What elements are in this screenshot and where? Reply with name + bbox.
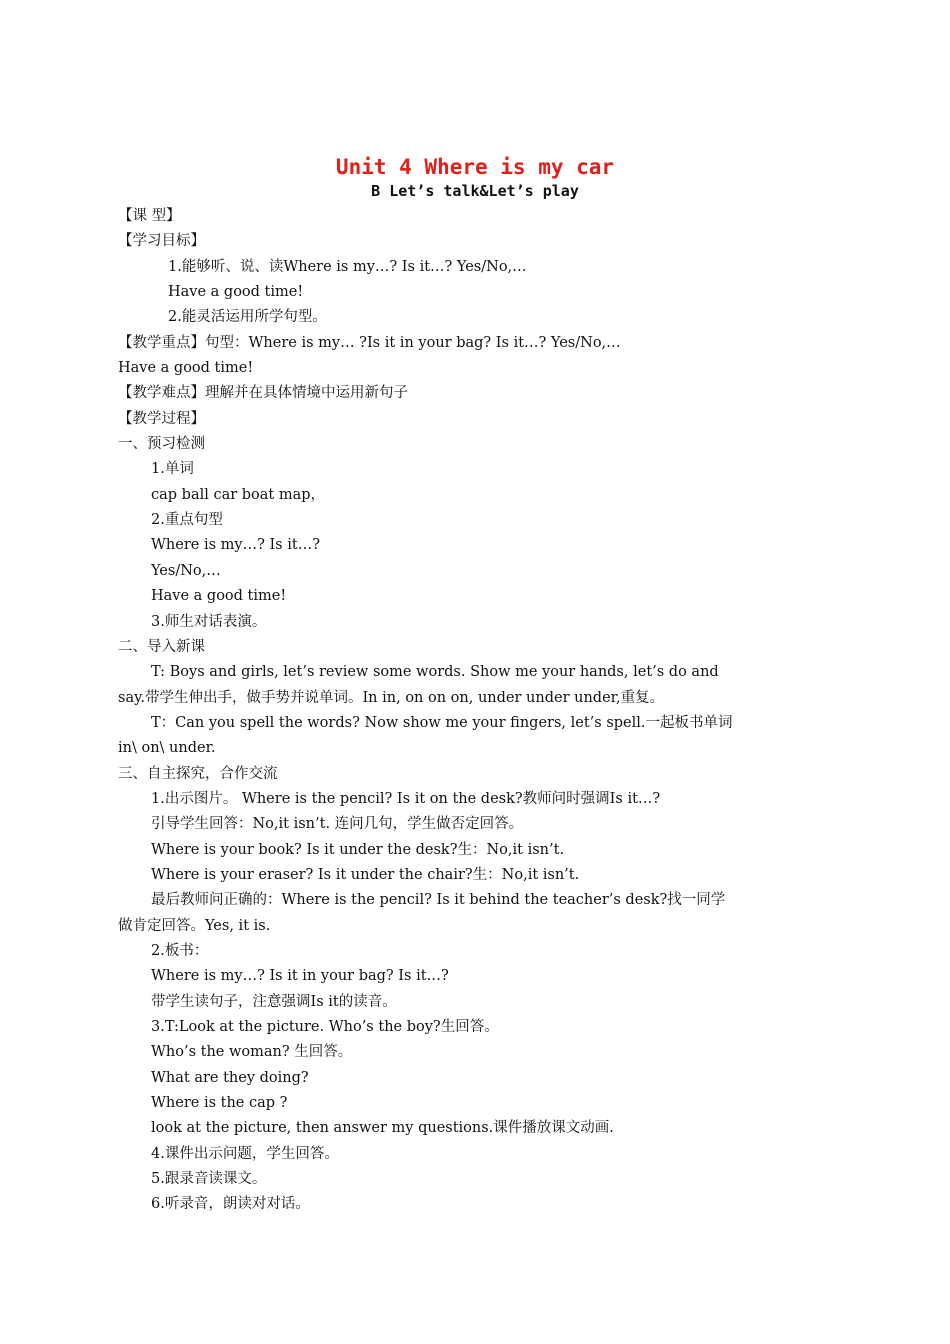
heading-process: 【教学过程】 — [118, 410, 205, 427]
body-line: Where is the cap ? — [151, 1095, 288, 1112]
body-line: 6.听录音，朗读对对话。 — [151, 1196, 310, 1213]
body-line: 3.师生对话表演。 — [151, 613, 267, 630]
body-line: Where is my…? Is it…? — [151, 537, 320, 554]
body-line: T：Can you spell the words? Now show me your fingers, let’s spell.一起板书单词 — [151, 714, 733, 731]
body-line: Where is my…? Is it in your bag? Is it…? — [151, 968, 449, 985]
document-title: Unit 4 Where is my car — [335, 155, 615, 179]
body-line: 2.重点句型 — [151, 512, 223, 529]
goal-item-continued: Have a good time! — [168, 284, 304, 301]
body-line: T: Boys and girls, let’s review some words. Show me your hands, let’s do and — [151, 664, 719, 681]
heading-difficulties: 【教学难点】理解并在具体情境中运用新句子 — [118, 385, 408, 402]
heading-key-points: 【教学重点】句型：Where is my… ?Is it in your bag? Is it…? Yes/No,… — [118, 334, 621, 351]
body-line: 4.课件出示问题，学生回答。 — [151, 1145, 339, 1162]
body-line: Where is your eraser? Is it under the chair?生：No,it isn’t. — [151, 866, 580, 883]
body-line: What are they doing? — [151, 1069, 309, 1086]
body-line: 1.单词 — [151, 461, 194, 478]
document-subtitle: B Let’s talk&Let’s play — [371, 182, 579, 200]
section-heading: 三、自主探究，合作交流 — [118, 765, 278, 782]
body-line: 2.板书： — [151, 942, 209, 959]
body-line: Yes/No,… — [151, 562, 221, 579]
body-line-wrap: say.带学生伸出手，做手势并说单词。In in, on on on, under under under,重复。 — [118, 689, 665, 706]
body-line-wrap: 做肯定回答。Yes, it is. — [118, 917, 271, 934]
body-line: Who’s the woman? 生回答。 — [151, 1044, 353, 1061]
body-line-wrap: in\ on\ under. — [118, 740, 216, 757]
key-points-continued: Have a good time! — [118, 360, 254, 377]
section-heading: 一、预习检测 — [118, 436, 205, 453]
body-line: 最后教师问正确的：Where is the pencil? Is it behind the teacher’s desk?找一同学 — [151, 892, 726, 909]
body-line: cap ball car boat map， — [151, 486, 326, 503]
body-line: Where is your book? Is it under the desk?生：No,it isn’t. — [151, 841, 565, 858]
document-body — [0, 204, 950, 1218]
body-line: 带学生读句子，注意强调Is it的读音。 — [151, 993, 397, 1010]
body-line: 引导学生回答：No,it isn’t. 连问几句，学生做否定回答。 — [151, 816, 524, 833]
heading-lesson-type: 【课 型】 — [118, 208, 181, 224]
heading-learning-goals: 【学习目标】 — [118, 233, 205, 250]
body-line: look at the picture, then answer my questions.课件播放课文动画. — [151, 1120, 614, 1137]
body-line: 3.T:Look at the picture. Who’s the boy?生回答。 — [151, 1019, 499, 1035]
goal-item: 2.能灵活运用所学句型。 — [168, 309, 327, 326]
body-line: Have a good time! — [151, 588, 287, 605]
goal-item: 1.能够听、说、读Where is my…? Is it…? Yes/No,… — [168, 258, 527, 275]
section-heading: 二、导入新课 — [118, 638, 205, 655]
body-line: 5.跟录音读课文。 — [151, 1171, 267, 1188]
body-line: 1.出示图片。 Where is the pencil? Is it on the desk?教师问时强调Is it…? — [151, 790, 661, 807]
